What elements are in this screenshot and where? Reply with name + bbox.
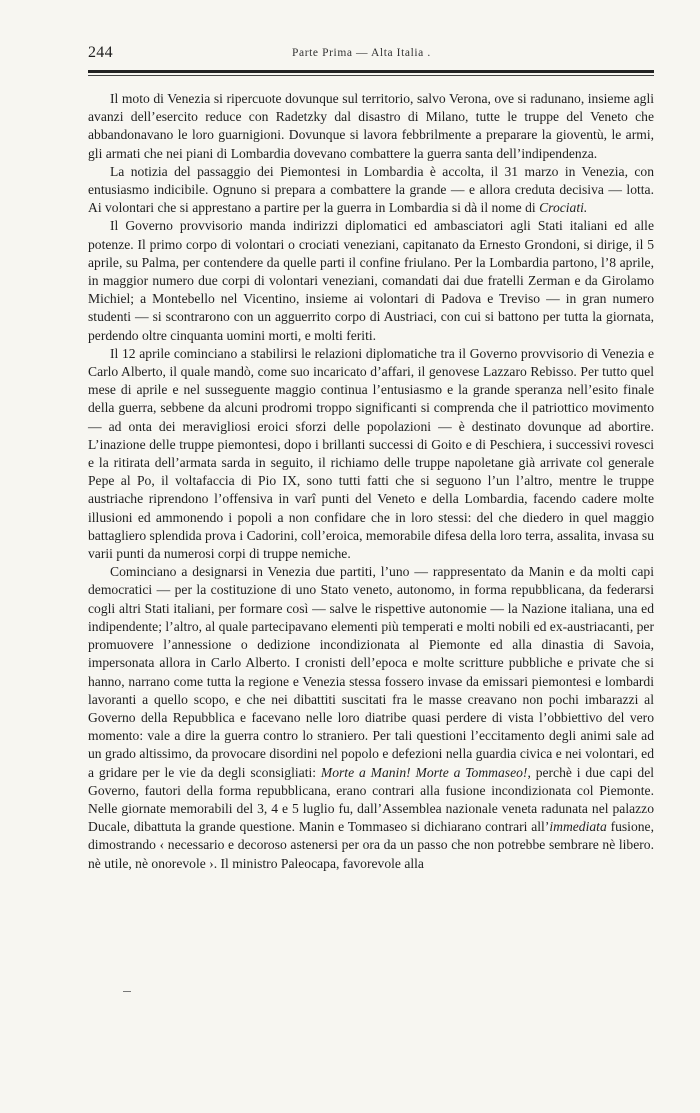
text-run: fusione, dimostrando ‹ necessario e decoroso astenersi per ora da un passo che non potrebbe sembrare nè libero. nè utile, nè onorevole ›. Il ministro Paleocapa, favorevole alla (88, 819, 654, 871)
running-title: Parte Prima — Alta Italia . (292, 47, 431, 59)
paragraph-4 (88, 345, 654, 563)
text-run: , perchè i due capi del Governo, fautori della forma repubblicana, erano contrari alla fusione incondizionata col Piemonte. Nelle giornate memorabili del 3, 4 e 5 luglio fu, dall’Assemblea nazionale veneta radunata nel palazzo Ducale, dibattuta la grande questione. Manin e Tommaseo si dichiarano contrari all’ (88, 764, 655, 835)
header-rule-thick (88, 70, 654, 73)
paragraph-1 (88, 90, 654, 163)
text-run: Cominciano a designarsi in Venezia due partiti, l’uno — rappresentato da Manin e da molti capi democratici — per la costituzione di uno Stato veneto, autonomo, in forma repubblicana, da federarsi cogli altri Stati italiani, per formare così — salve le rispettive autonomie — la Nazione italiana, una ed indipendente; l’altro, al quale partecipavano elementi più temperati e molti nobili ed ex-austriacanti, per promuovere l’annessione o dedizione incondizionata al Piemonte ed alla dinastia di Savoia, impersonata allora in Carlo Alberto. I cronisti dell’epoca e molte scritture pubbliche e private che si hanno, narrano come tutta la regione e Venezia stessa fossero invase da emissari piemontesi e lombardi lavoranti a quello scopo, e che nei dibattiti suscitati fra le masse creavano non pochi imbarazzi al Governo della Repubblica e facevano nelle loro diatribe quasi perdere di vista l’obbiettivo del vero momento: vale a dire la guerra contro lo straniero. Per tali questioni l’eccitamento degli animi sale ad un grado altissimo, da provocare disordini nel popolo e defezioni nella guardia civica e nei volontari, ed a gridare per le vie da degli sconsigliati: (88, 564, 654, 780)
italic-text: Crociati. (539, 200, 588, 216)
text-run: Il 12 aprile cominciano a stabilirsi le relazioni diplomatiche tra il Governo provvisorio di Venezia e Carlo Alberto, il quale mandò, come suo incaricato d’affari, il genovese Lazzaro Rebisso. Per tutto quel mese di aprile e nel susseguente maggio continua l’entusiasmo e la grande speranza nell’esito finale della guerra, sebbene da alcuni prodromi troppo significanti si comprenda che il patriottico movimento — ad onta dei meravigliosi eroici sforzi delle popolazioni — è destinato dovunque ad abortire. L’inazione delle truppe piemontesi, dopo i brillanti successi di Goito e di Peschiera, i successivi rovesci e la ritirata dell’armata sarda in seguito, il richiamo delle truppe napoletane già arrivate col generale Pepe al Po, il voltafaccia di Pio IX, sono tutti fatti che si seguono l’un l’altro, mentre le truppe austriache riprendono l’offensiva in varî punti del Veneto e della Lombardia, facendo cadere molte illusioni ed ammonendo i popoli a non confidare che in loro stessi: del che diedero in quel maggio battagliero splendida prova i Cadorini, coll’eroica, memorabile difesa della loro terra, assalita, invasa su varii punti da numerosi corpi di truppe nemiche. (88, 345, 654, 562)
stray-mark (123, 991, 131, 992)
header-rule-thin (88, 75, 654, 76)
italic-text: Morte a Manin! Morte a Tommaseo! (320, 764, 528, 780)
paragraph-3 (88, 217, 654, 344)
paragraph-2 (88, 163, 654, 218)
italic-text: immediata (549, 819, 607, 835)
text-run: Il moto di Venezia si ripercuote dovunque sul territorio, salvo Verona, ove si radunano, insieme agli avanzi dell’esercito reduce con Radetzky dal disastro di Milano, tutte le truppe del Veneto che abbandonavano le loro guarnigioni. Dovunque si lavora febbrilmente a preparare la gioventù, le armi, gli armati che nei piani di Lombardia dovevano combattere la guerra santa dell’indipendenza. (88, 91, 654, 161)
page-number: 244 (88, 44, 113, 61)
paragraph-5 (88, 563, 654, 872)
text-run: La notizia del passaggio dei Piemontesi in Lombardia è accolta, il 31 marzo in Venezia, con entusiasmo indicibile. Ognuno si prepara a combattere la grande — e allora creduta decisiva — lotta. Ai volontari che si apprestano a partire per la guerra in Lombardia si dà il nome di (88, 163, 654, 216)
body-text (88, 90, 654, 873)
page-header (88, 44, 654, 64)
text-run: Il Governo provvisorio manda indirizzi diplomatici ed ambasciatori agli Stati italiani ed alle potenze. Il primo corpo di volontari o crociati veneziani, capitanato da Ernesto Grondoni, si dirige, il 5 aprile, su Palma, per contendere da quelle parti il confine friulano. Per la Lombardia partono, l’8 aprile, in maggior numero due corpi di volontari veneziani, comandati dai due fratelli Zerman e da Girolamo Michiel; a Montebello nel Vicentino, insieme ai volontari di Padova e Treviso — in gran numero studenti — si scontrarono con un agguerrito corpo di Austriaci, con cui si battono per tutta la giornata, perdendo oltre cinquanta uomini morti, e molti feriti. (88, 218, 654, 343)
